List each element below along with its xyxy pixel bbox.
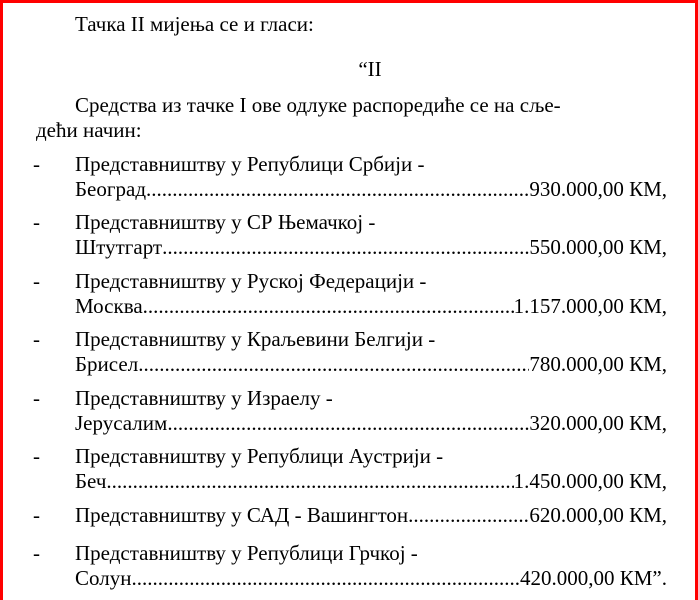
item-city: Беч: [75, 469, 107, 493]
item-amount: 420.000,00 КМ”.: [520, 566, 667, 590]
list-bullet: -: [33, 386, 40, 410]
item-title: Представништву у Руској Федерацији -: [75, 269, 427, 293]
item-amount-line: [75, 469, 667, 493]
item-title: Представништву у Републици Грчкој -: [75, 541, 418, 565]
intro-text: Тачка II мијења се и гласи:: [75, 12, 314, 36]
item-amount: 780.000,00 КМ,: [529, 352, 667, 376]
item-city: Солун: [75, 566, 132, 590]
paragraph-line-2: дећи начин:: [36, 118, 142, 142]
leader-dots: [146, 177, 529, 201]
item-title: Представништву у СР Њемачкој -: [75, 210, 376, 234]
item-title: Представништву у Краљевини Белгији -: [75, 327, 436, 351]
leader-dots: [106, 469, 513, 493]
item-amount-line: [75, 294, 667, 318]
item-city: Москва: [75, 294, 143, 318]
item-amount: 1.157.000,00 КМ,: [513, 294, 667, 318]
leader-dots: [138, 352, 529, 376]
list-bullet: -: [33, 503, 40, 527]
list-bullet: -: [33, 327, 40, 351]
item-amount-line: [75, 503, 667, 527]
item-amount-line: [75, 566, 667, 590]
leader-dots: [408, 503, 529, 527]
item-city: Брисел: [75, 352, 139, 376]
item-city: Штутгарт: [75, 235, 163, 259]
paragraph-line-1: Средства из тачке I ове одлуке распоредиће се на сље-: [75, 93, 561, 117]
item-city: Београд: [75, 177, 146, 201]
item-amount: 1.450.000,00 КМ,: [513, 469, 667, 493]
item-amount: 930.000,00 КМ,: [529, 177, 667, 201]
list-bullet: -: [33, 269, 40, 293]
list-bullet: -: [33, 541, 40, 565]
item-amount-line: [75, 235, 667, 259]
section-heading: “II: [358, 57, 382, 81]
list-bullet: -: [33, 210, 40, 234]
leader-dots: [143, 294, 514, 318]
item-city: Јерусалим: [75, 411, 168, 435]
list-bullet: -: [33, 444, 40, 468]
item-title: Представништву у Израелу -: [75, 386, 333, 410]
list-bullet: -: [33, 152, 40, 176]
item-title: Представништву у САД - Вашингтон: [75, 503, 409, 527]
leader-dots: [167, 411, 529, 435]
item-amount: 620.000,00 КМ,: [529, 503, 667, 527]
item-amount: 320.000,00 КМ,: [529, 411, 667, 435]
leader-dots: [131, 566, 520, 590]
item-amount-line: [75, 411, 667, 435]
item-amount-line: [75, 177, 667, 201]
item-amount-line: [75, 352, 667, 376]
leader-dots: [162, 235, 529, 259]
item-title: Представништву у Републици Србији -: [75, 152, 425, 176]
item-amount: 550.000,00 КМ,: [529, 235, 667, 259]
item-title: Представништву у Републици Аустрији -: [75, 444, 444, 468]
